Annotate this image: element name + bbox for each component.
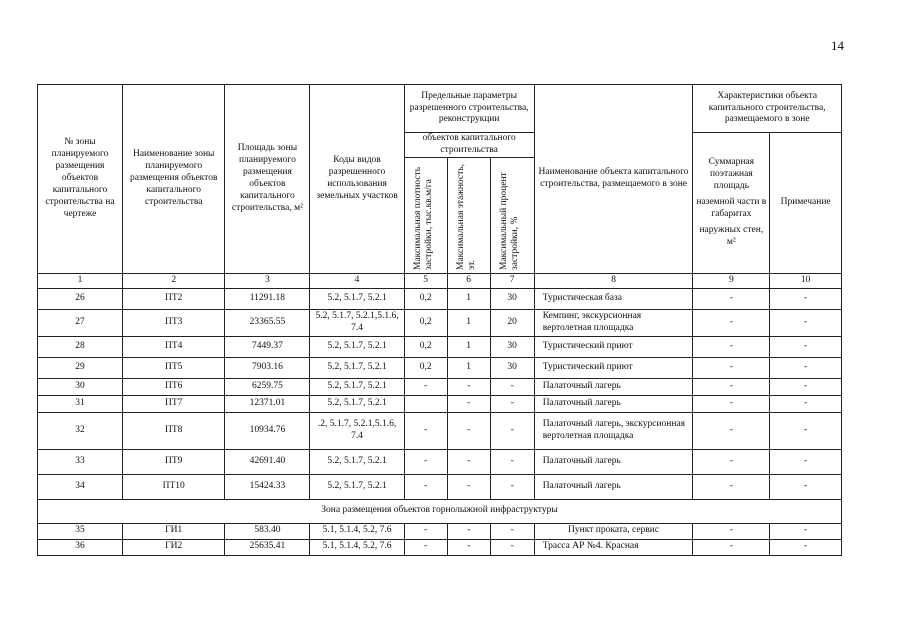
zone-code: ПТ2 [123, 288, 225, 309]
header-limits-title: Предельные параметры разрешенного строительства, реконструкции [404, 85, 534, 133]
max-floors: 1 [447, 357, 490, 378]
table-row [38, 288, 842, 309]
total-area: - [693, 309, 770, 336]
object-name: Туристический приют [534, 357, 693, 378]
column-number: 9 [693, 273, 770, 288]
use-codes: 5.1, 5.1.4, 5.2, 7.6 [310, 523, 404, 539]
header-total-area-line2: наземной части в габаритах [696, 196, 767, 219]
max-floors: 1 [447, 309, 490, 336]
total-area: - [693, 395, 770, 412]
header-area: Площадь зоны планируемого размещения объектов капитального строительства, м² [225, 85, 310, 274]
max-density: - [404, 412, 447, 449]
table-body [38, 288, 842, 555]
zone-code: ПТ7 [123, 395, 225, 412]
max-percent: 20 [490, 309, 534, 336]
total-area: - [693, 449, 770, 474]
zone-area: 23365.55 [225, 309, 310, 336]
header-percent-cell [490, 157, 534, 273]
max-percent: - [490, 474, 534, 499]
total-area: - [693, 336, 770, 357]
zone-area: 42691.40 [225, 449, 310, 474]
header-codes: Коды видов разрешенного использования земельных участков [310, 85, 404, 274]
zone-number: 31 [38, 395, 123, 412]
object-name: Пункт проката, сервис [534, 523, 693, 539]
zone-area: 583.40 [225, 523, 310, 539]
section-row [38, 499, 842, 523]
object-name: Палаточный лагерь, экскурсионная вертолетная площадка [534, 412, 693, 449]
use-codes: 5.2, 5.1.7, 5.2.1 [310, 288, 404, 309]
zone-number: 30 [38, 378, 123, 395]
total-area: - [693, 474, 770, 499]
column-number: 1 [38, 273, 123, 288]
zone-area: 25635.41 [225, 539, 310, 555]
note: - [770, 449, 842, 474]
note: - [770, 412, 842, 449]
max-density: - [404, 523, 447, 539]
use-codes: 5.2, 5.1.7, 5.2.1,5.1.6, 7.4 [310, 309, 404, 336]
header-floors: Максимальная этажность, эт. [455, 164, 477, 271]
zone-area: 6259.75 [225, 378, 310, 395]
zone-code: ГИ1 [123, 523, 225, 539]
max-density: 0,2 [404, 288, 447, 309]
use-codes: 5.2, 5.1.7, 5.2.1 [310, 357, 404, 378]
header-zone-name: Наименование зоны планируемого размещения объектов капитального строительства [123, 85, 225, 274]
table-row [38, 309, 842, 336]
max-percent: - [490, 395, 534, 412]
table-row [38, 336, 842, 357]
zone-code: ПТ8 [123, 412, 225, 449]
zone-area: 12371.01 [225, 395, 310, 412]
object-name: Палаточный лагерь [534, 395, 693, 412]
zone-area: 10934.76 [225, 412, 310, 449]
max-density: 0,2 [404, 309, 447, 336]
object-name: Трасса АР №4. Красная [534, 539, 693, 555]
column-number: 7 [490, 273, 534, 288]
table-row [38, 395, 842, 412]
note: - [770, 539, 842, 555]
zone-number: 27 [38, 309, 123, 336]
max-percent: 30 [490, 336, 534, 357]
note: - [770, 309, 842, 336]
max-density: - [404, 449, 447, 474]
use-codes: 5.1, 5.1.4, 5.2, 7.6 [310, 539, 404, 555]
object-name: Кемпинг, экскурсионная вертолетная площадка [534, 309, 693, 336]
max-floors: - [447, 378, 490, 395]
max-density: - [404, 474, 447, 499]
object-name: Палаточный лагерь [534, 449, 693, 474]
header-total-area-line3: наружных стен, м² [699, 224, 764, 247]
total-area: - [693, 378, 770, 395]
max-density: 0,2 [404, 357, 447, 378]
zone-number: 33 [38, 449, 123, 474]
zone-code: ПТ5 [123, 357, 225, 378]
header-note: Примечание [770, 133, 842, 274]
use-codes: 5.2, 5.1.7, 5.2.1 [310, 378, 404, 395]
note: - [770, 474, 842, 499]
column-number: 4 [310, 273, 404, 288]
zone-number: 32 [38, 412, 123, 449]
table-row [38, 449, 842, 474]
max-floors: - [447, 474, 490, 499]
use-codes: 5.2, 5.1.7, 5.2.1 [310, 474, 404, 499]
column-number: 5 [404, 273, 447, 288]
max-percent: - [490, 412, 534, 449]
zone-code: ПТ4 [123, 336, 225, 357]
table-row [38, 539, 842, 555]
zone-number: 28 [38, 336, 123, 357]
max-percent: 30 [490, 288, 534, 309]
note: - [770, 288, 842, 309]
total-area: - [693, 357, 770, 378]
header-limits-sub: объектов капитального строительства [404, 133, 534, 158]
column-number: 3 [225, 273, 310, 288]
column-number: 10 [770, 273, 842, 288]
zone-area: 7903.16 [225, 357, 310, 378]
max-percent: - [490, 539, 534, 555]
max-floors: - [447, 395, 490, 412]
header-total-area [693, 133, 770, 274]
header-zone-no: № зоны планируемого размещения объектов капитального строительства на чертеже [38, 85, 123, 274]
max-percent: - [490, 378, 534, 395]
column-number: 6 [447, 273, 490, 288]
use-codes: 5.2, 5.1.7, 5.2.1 [310, 395, 404, 412]
zone-code: ПТ9 [123, 449, 225, 474]
zone-area: 11291.18 [225, 288, 310, 309]
object-name: Палаточный лагерь [534, 378, 693, 395]
column-numbers-row [38, 273, 842, 288]
max-density [404, 395, 447, 412]
page-number: 14 [831, 38, 844, 53]
zone-number: 26 [38, 288, 123, 309]
header-total-area-line1: Суммарная поэтажная площадь [708, 157, 754, 192]
object-name: Палаточный лагерь [534, 474, 693, 499]
note: - [770, 357, 842, 378]
max-floors: - [447, 539, 490, 555]
total-area: - [693, 412, 770, 449]
table-row [38, 523, 842, 539]
header-floors-cell [447, 157, 490, 273]
object-name: Туристический приют [534, 336, 693, 357]
note: - [770, 336, 842, 357]
use-codes: .2, 5.1.7, 5.2.1,5.1.6, 7.4 [310, 412, 404, 449]
total-area: - [693, 539, 770, 555]
header-chars-title: Характеристики объекта капитального строительства, размещаемого в зоне [693, 85, 842, 133]
zone-number: 34 [38, 474, 123, 499]
zone-code: ПТ6 [123, 378, 225, 395]
max-percent: 30 [490, 357, 534, 378]
column-number: 8 [534, 273, 693, 288]
use-codes: 5.2, 5.1.7, 5.2.1 [310, 336, 404, 357]
zone-area: 7449.37 [225, 336, 310, 357]
max-floors: - [447, 523, 490, 539]
zone-number: 36 [38, 539, 123, 555]
table-row [38, 378, 842, 395]
header-percent: Максимальный процент застройки, % [499, 172, 521, 271]
zone-code: ПТ10 [123, 474, 225, 499]
header-density-cell [404, 157, 447, 273]
max-floors: - [447, 412, 490, 449]
max-percent: - [490, 523, 534, 539]
table-row [38, 357, 842, 378]
column-number: 2 [123, 273, 225, 288]
max-floors: 1 [447, 336, 490, 357]
max-floors: 1 [447, 288, 490, 309]
max-floors: - [447, 449, 490, 474]
zone-area: 15424.33 [225, 474, 310, 499]
table-row [38, 412, 842, 449]
max-density: - [404, 378, 447, 395]
header-density: Максимальная плотность застройки, тыс.кв.м/га [412, 167, 434, 271]
zone-number: 35 [38, 523, 123, 539]
use-codes: 5.2, 5.1.7, 5.2.1 [310, 449, 404, 474]
planning-zones-table [37, 84, 842, 556]
table-row [38, 474, 842, 499]
note: - [770, 378, 842, 395]
total-area: - [693, 523, 770, 539]
max-density: 0,2 [404, 336, 447, 357]
zone-code: ГИ2 [123, 539, 225, 555]
zone-code: ПТ3 [123, 309, 225, 336]
note: - [770, 395, 842, 412]
total-area: - [693, 288, 770, 309]
zone-number: 29 [38, 357, 123, 378]
section-title: Зона размещения объектов горнолыжной инфраструктуры [38, 499, 842, 523]
header-object-name: Наименование объекта капитального строительства, размещаемого в зоне [534, 85, 693, 274]
object-name: Туристическая база [534, 288, 693, 309]
note: - [770, 523, 842, 539]
max-density: - [404, 539, 447, 555]
max-percent: - [490, 449, 534, 474]
